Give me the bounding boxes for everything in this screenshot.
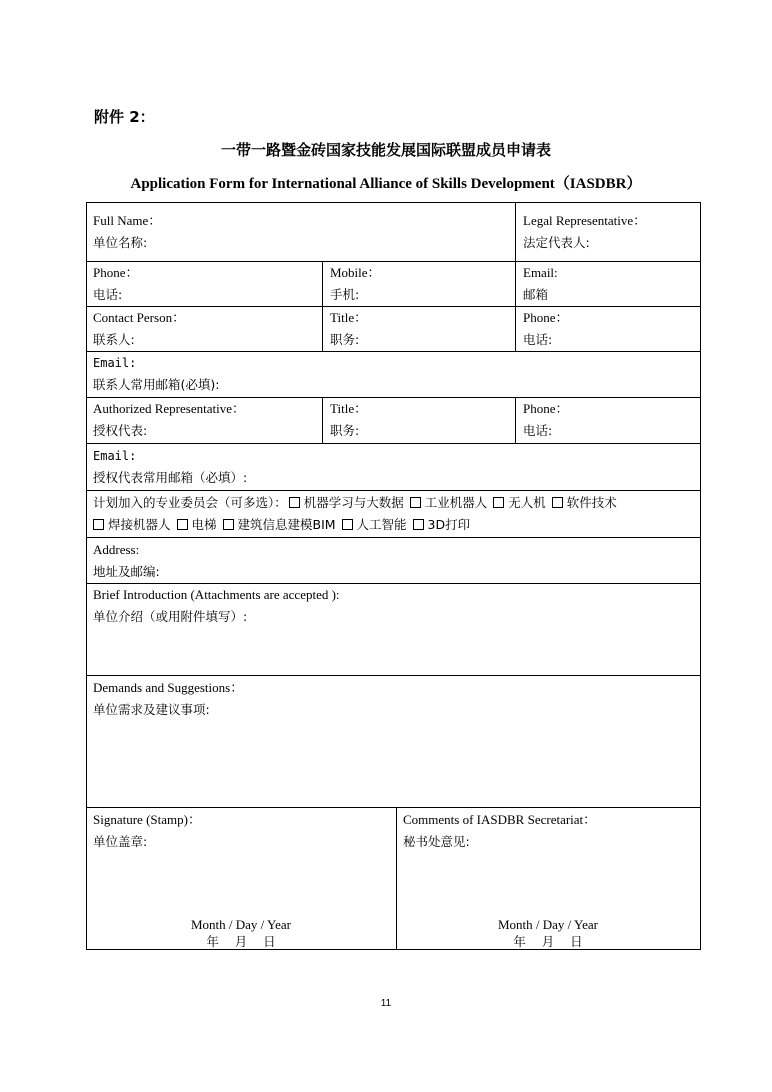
contact-phone-label-cn: 电话: [523, 332, 553, 347]
authorized-title-label-en: Title： [330, 401, 368, 416]
brief-intro-label-en: Brief Introduction (Attachments are accepted ): [93, 587, 340, 602]
attachment-label: 附件 2： [94, 108, 155, 126]
option-ai: 人工智能 [356, 517, 407, 532]
option-welding-robot: 焊接机器人 [108, 517, 171, 532]
authorized-title-field[interactable] [330, 398, 367, 442]
authorized-phone-label-cn: 电话: [523, 423, 553, 438]
row-divider [86, 261, 701, 262]
demands-suggestions-field[interactable] [93, 677, 243, 721]
full-name-label-cn: 单位名称: [93, 235, 148, 250]
form-title-chinese: 一带一路暨金砖国家技能发展国际联盟成员申请表 [220, 141, 551, 159]
legal-rep-label-cn: 法定代表人: [523, 235, 590, 250]
column-divider [396, 807, 397, 950]
comments-date[interactable] [473, 916, 623, 950]
committee-label: 计划加入的专业委员会（可多选）： [93, 495, 287, 510]
checkbox-bim[interactable] [223, 519, 234, 530]
email-label-en: Email: [523, 265, 558, 280]
signature-date[interactable] [166, 916, 316, 950]
signature-label-en: Signature (Stamp)： [93, 812, 201, 827]
checkbox-software[interactable] [552, 497, 563, 508]
committee-selection [93, 492, 617, 536]
row-divider [86, 807, 701, 808]
address-field[interactable] [93, 539, 160, 583]
row-divider [86, 443, 701, 444]
contact-email-label-cn: 联系人常用邮箱(必填): [93, 377, 220, 392]
address-label-cn: 地址及邮编: [93, 564, 160, 579]
contact-person-label-cn: 联系人: [93, 332, 135, 347]
mobile-field[interactable] [330, 262, 381, 306]
option-software: 软件技术 [566, 495, 617, 510]
brief-intro-label-cn: 单位介绍（或用附件填写）: [93, 609, 248, 624]
contact-email-label-en: Email: [93, 356, 137, 370]
contact-person-label-en: Contact Person： [93, 310, 186, 325]
checkbox-3d-printing[interactable] [413, 519, 424, 530]
authorized-phone-label-en: Phone： [523, 401, 569, 416]
checkbox-ai[interactable] [342, 519, 353, 530]
phone-field[interactable] [93, 262, 139, 306]
authorized-email-label-cn: 授权代表常用邮箱（必填）: [93, 470, 248, 485]
signature-date-label-cn: 年 月 日 [206, 934, 276, 949]
phone-label-en: Phone： [93, 265, 139, 280]
option-drone: 无人机 [508, 495, 546, 510]
option-elevator: 电梯 [191, 517, 217, 532]
checkbox-drone[interactable] [493, 497, 504, 508]
column-divider [322, 261, 323, 352]
legal-rep-label-en: Legal Representative： [523, 213, 647, 228]
mobile-label-cn: 手机: [330, 287, 360, 302]
authorized-rep-label-cn: 授权代表: [93, 423, 148, 438]
checkbox-welding-robot[interactable] [93, 519, 104, 530]
comments-label-en: Comments of IASDBR Secretariat： [403, 812, 597, 827]
form-title-english: Application Form for International Alliance of Skills Development（IASDBR） [130, 176, 642, 192]
contact-title-field[interactable] [330, 307, 367, 351]
secretariat-comments-field[interactable] [403, 809, 596, 853]
brief-introduction-field[interactable] [93, 584, 340, 628]
demands-label-cn: 单位需求及建议事项: [93, 702, 210, 717]
authorized-title-label-cn: 职务: [330, 423, 360, 438]
column-divider [515, 397, 516, 444]
comments-label-cn: 秘书处意见: [403, 834, 470, 849]
full-name-field[interactable] [93, 210, 161, 254]
phone-label-cn: 电话: [93, 287, 123, 302]
contact-phone-field[interactable] [523, 307, 569, 351]
comments-date-label-cn: 年 月 日 [513, 934, 583, 949]
contact-email-field[interactable] [93, 352, 219, 396]
legal-representative-field[interactable] [523, 210, 646, 254]
email-field[interactable] [523, 262, 558, 306]
mobile-label-en: Mobile： [330, 265, 381, 280]
option-bim: 建筑信息建模BIM [237, 517, 336, 532]
row-divider [86, 490, 701, 491]
demands-label-en: Demands and Suggestions： [93, 680, 244, 695]
authorized-email-label-en: Email: [93, 449, 137, 463]
signature-label-cn: 单位盖章: [93, 834, 148, 849]
full-name-label-en: Full Name： [93, 213, 162, 228]
address-label-en: Address: [93, 542, 140, 557]
column-divider [322, 397, 323, 444]
row-divider [86, 537, 701, 538]
comments-date-label-en: Month / Day / Year [497, 917, 599, 932]
option-machine-learning: 机器学习与大数据 [303, 495, 404, 510]
contact-title-label-en: Title： [330, 310, 368, 325]
email-label-cn: 邮箱 [523, 287, 549, 302]
contact-person-field[interactable] [93, 307, 185, 351]
page-number: 11 [380, 998, 392, 1009]
authorized-phone-field[interactable] [523, 398, 569, 442]
contact-phone-label-en: Phone： [523, 310, 569, 325]
option-industrial-robot: 工业机器人 [424, 495, 488, 510]
authorized-representative-field[interactable] [93, 398, 245, 442]
row-divider [86, 675, 701, 676]
checkbox-elevator[interactable] [177, 519, 188, 530]
checkbox-industrial-robot[interactable] [410, 497, 421, 508]
authorized-email-field[interactable] [93, 445, 247, 489]
column-divider [515, 202, 516, 352]
option-3d-printing: 3D打印 [427, 517, 471, 532]
signature-date-label-en: Month / Day / Year [190, 917, 292, 932]
authorized-rep-label-en: Authorized Representative： [93, 401, 245, 416]
checkbox-machine-learning[interactable] [289, 497, 300, 508]
signature-field[interactable] [93, 809, 201, 853]
contact-title-label-cn: 职务: [330, 332, 360, 347]
